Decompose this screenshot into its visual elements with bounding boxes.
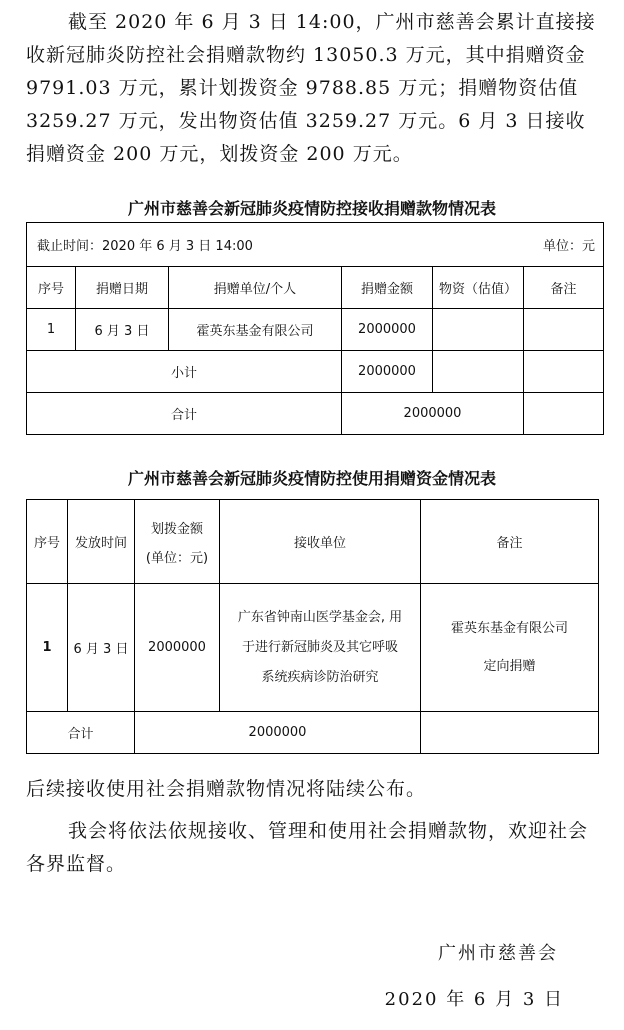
header-time: 发放时间 (68, 500, 135, 584)
table-header-row (27, 500, 599, 584)
recipient-line: 于进行新冠肺炎及其它呼吸 (241, 639, 398, 655)
subtotal-label: 小计 (27, 351, 342, 393)
table-row (27, 309, 604, 351)
note-line: 定向捐赠 (483, 658, 536, 674)
header-note: 备注 (421, 500, 599, 584)
recipient-line: 系统疾病诊防治研究 (261, 669, 379, 685)
total-amount: 2000000 (135, 712, 421, 754)
header-goods: 物资（估值） (433, 267, 524, 309)
table-row (27, 584, 599, 712)
total-note (524, 393, 604, 435)
row-no: 1 (27, 309, 76, 351)
header-no: 序号 (27, 500, 68, 584)
appeal-paragraph: 我会将依法依规接收、管理和使用社会捐赠款物，欢迎社会各界监督。 (26, 820, 589, 875)
intro-paragraph: 截至 2020 年 6 月 3 日 14:00，广州市慈善会累计直接接收新冠肺炎防控社会捐赠款物约 13050.3 万元，其中捐赠资金 9791.03 万元，累计划拨资金 9788.85 万元；捐赠物资估值 3259.27 万元，发出物资估值 3259.27 万元。6 月 3 日接收捐赠资金 200 万元，划拨资金 200 万元。 (26, 11, 596, 165)
unit-label: 单位：元 (542, 239, 595, 254)
row-recipient (220, 584, 421, 712)
header-recipient: 接收单位 (220, 500, 421, 584)
donation-receipt-table (26, 222, 604, 435)
header-amount: 捐赠金额 (342, 267, 433, 309)
donation-receipt-table-title: 广州市慈善会新冠肺炎疫情防控接收捐赠款物情况表 (127, 199, 496, 218)
row-time: 6 月 3 日 (68, 584, 135, 712)
header-date: 捐赠日期 (76, 267, 169, 309)
fund-usage-table-title: 广州市慈善会新冠肺炎疫情防控使用捐赠资金情况表 (127, 469, 496, 488)
table-header-row (27, 267, 604, 309)
row-note (421, 584, 599, 712)
total-row (27, 393, 604, 435)
total-label: 合计 (27, 393, 342, 435)
total-label: 合计 (27, 712, 135, 754)
row-goods (433, 309, 524, 351)
subtotal-row (27, 351, 604, 393)
row-note (524, 309, 604, 351)
header-note: 备注 (524, 267, 604, 309)
header-no: 序号 (27, 267, 76, 309)
total-row (27, 712, 599, 754)
cutoff-time: 截止时间：2020 年 6 月 3 日 14:00 (37, 239, 253, 254)
row-date: 6 月 3 日 (76, 309, 169, 351)
fund-usage-table (26, 499, 599, 754)
row-no: 1 (27, 584, 68, 712)
subtotal-goods (433, 351, 524, 393)
header-donor: 捐赠单位/个人 (169, 267, 342, 309)
subtotal-note (524, 351, 604, 393)
signature-date: 2020 年 6 月 3 日 (384, 989, 564, 1010)
table-cutoff-row (27, 223, 604, 267)
recipient-line: 广东省钟南山医学基金会, 用 (237, 609, 403, 625)
header-amount (135, 500, 220, 584)
total-amount: 2000000 (342, 393, 524, 435)
row-amount: 2000000 (135, 584, 220, 712)
signature-org: 广州市慈善会 (438, 943, 558, 964)
header-amount-line2: (单位：元) (145, 550, 209, 566)
row-amount: 2000000 (342, 309, 433, 351)
row-donor: 霍英东基金有限公司 (169, 309, 342, 351)
follow-up-paragraph: 后续接收使用社会捐赠款物情况将陆续公布。 (26, 778, 427, 800)
header-amount-line1: 划拨金额 (150, 521, 203, 537)
note-line: 霍英东基金有限公司 (450, 620, 568, 636)
subtotal-amount: 2000000 (342, 351, 433, 393)
total-note (421, 712, 599, 754)
